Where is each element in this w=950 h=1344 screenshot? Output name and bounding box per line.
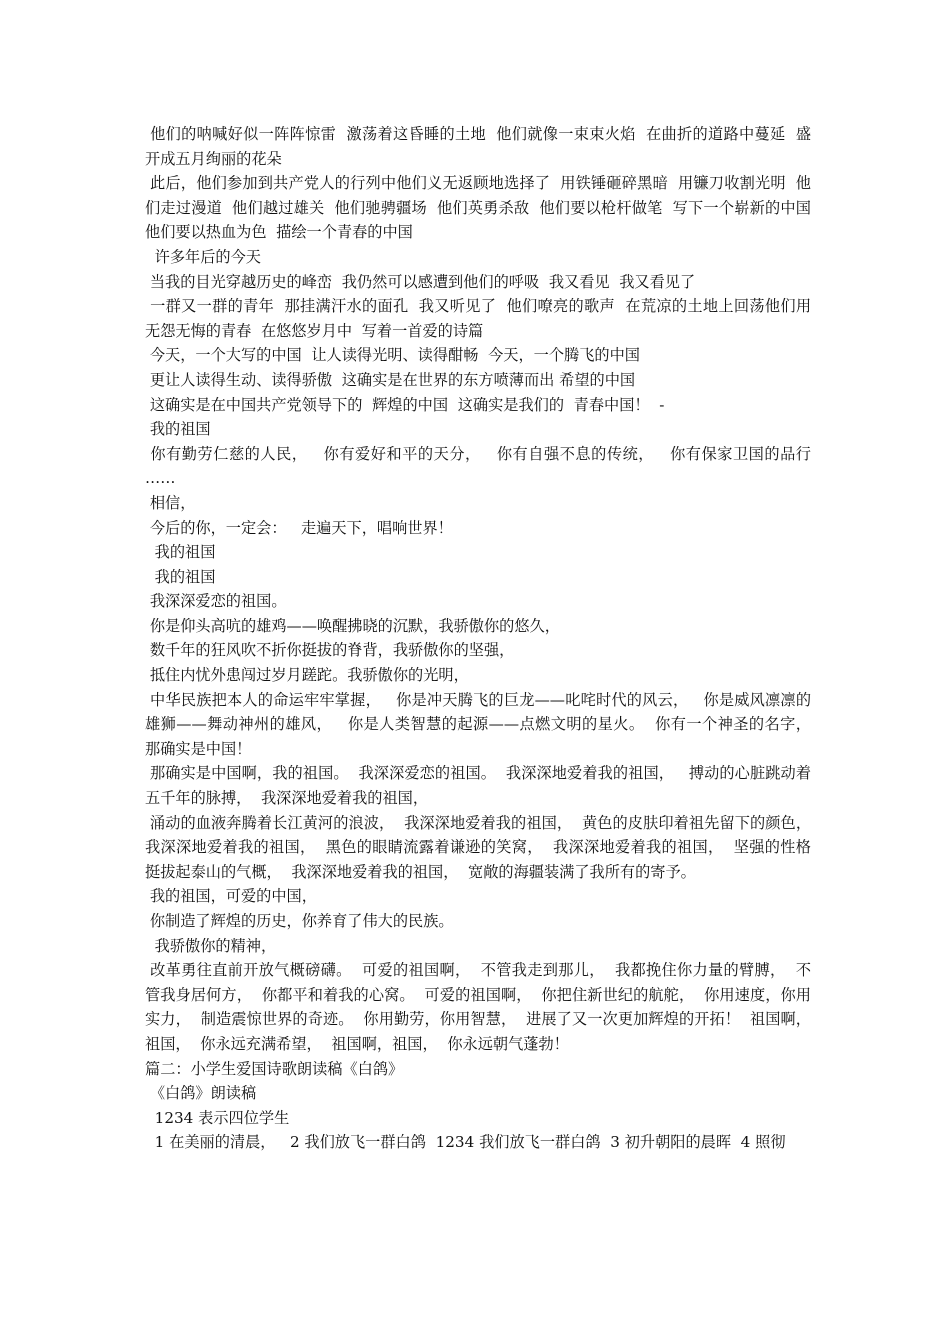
- paragraph-8: 这确实是在中国共产党领导下的 辉煌的中国 这确实是我们的 青春中国！ -: [145, 395, 665, 414]
- paragraph-29: 1 在美丽的清晨， 2 我们放飞一群白鸽 1234 我们放飞一群白鸽 3 初升朝阳的晨晖 4 照彻: [145, 1133, 786, 1152]
- paragraph-21: 涌动的血液奔腾着长江黄河的浪波， 我深深地爱着我的祖国， 黄色的皮肤印着祖先留下的颜色， 我深深地爱着我的祖国， 黑色的眼睛流露着谦逊的笑窝， 我深深地爱着我的祖国， 坚强的性格挺拔起泰山的气概， 我深深地爱着我的祖国， 宽敞的海疆装满了我所有的寄予。: [145, 813, 821, 881]
- paragraph-25: 改革勇往直前开放气概磅礴。 可爱的祖国啊， 不管我走到那儿， 我都挽住你力量的臂膊， 不管我身居何方， 你都平和着我的心窝。 可爱的祖国啊， 你把住新世纪的航舵， 你用速度，你用实力， 制造震惊世界的奇迹。 你用勤劳，你用智慧， 进展了又一次更加辉煌的开拓！ 祖国啊，祖国， 你永远充满希望， 祖国啊，祖国， 你永远朝气蓬勃！: [145, 961, 812, 1053]
- document-page: [145, 122, 821, 1155]
- paragraph-1: 他们的呐喊好似一阵阵惊雷 激荡着这昏睡的土地 他们就像一束束火焰 在曲折的道路中蔓延 盛开成五月绚丽的花朵: [145, 125, 812, 168]
- paragraph-13: 我的祖国: [145, 543, 216, 562]
- paragraph-15: 我深深爱恋的祖国。: [145, 592, 287, 611]
- paragraph-17: 数千年的狂风吹不折你挺拔的脊背，我骄傲你的坚强，: [145, 641, 515, 660]
- paragraph-16: 你是仰头高吭的雄鸡——唤醒拂晓的沉默，我骄傲你的悠久，: [145, 616, 560, 635]
- paragraph-18: 抵住内忧外患闯过岁月蹉跎。我骄傲你的光明，: [145, 666, 469, 685]
- poem-title: 《白鸽》朗读稿: [145, 1084, 257, 1103]
- paragraph-20: 那确实是中国啊，我的祖国。 我深深爱恋的祖国。 我深深地爱着我的祖国， 搏动的心脏跳动着五千年的脉搏， 我深深地爱着我的祖国，: [145, 764, 812, 808]
- paragraph-28: 1234 表示四位学生: [145, 1108, 290, 1127]
- paragraph-7: 更让人读得生动、读得骄傲 这确实是在世界的东方喷薄而出 希望的中国: [145, 370, 636, 389]
- paragraph-3: 许多年后的今天: [145, 247, 261, 266]
- paragraph-11: 相信，: [145, 493, 196, 512]
- paragraph-12: 今后的你，一定会： 走遍天下，唱响世界！: [145, 518, 453, 537]
- paragraph-5: 一群又一群的青年 那挂满汗水的面孔 我又听见了 他们嘹亮的歌声 在荒凉的土地上回荡他们用无怨无悔的青春 在悠悠岁月中 写着一首爱的诗篇: [145, 297, 812, 340]
- paragraph-24: 我骄傲你的精神，: [145, 936, 277, 955]
- paragraph-19: 中华民族把本人的命运牢牢掌握， 你是冲天腾飞的巨龙——叱咤时代的风云， 你是威风凛凛的雄狮——舞动神州的雄风， 你是人类智慧的起源——点燃文明的星火。 你有一个神圣的名字， 那确实是中国！: [145, 690, 821, 758]
- paragraph-23: 你制造了辉煌的历史，你养育了伟大的民族。: [145, 912, 454, 930]
- paragraph-10: 你有勤劳仁慈的人民， 你有爱好和平的天分， 你有自强不息的传统， 你有保家卫国的品行 ……: [145, 444, 821, 488]
- paragraph-22: 我的祖国，可爱的中国，: [145, 887, 317, 906]
- paragraph-14: 我的祖国: [145, 567, 216, 586]
- section-heading: 篇二：小学生爱国诗歌朗读稿《白鸽》: [145, 1059, 404, 1078]
- paragraph-4: 当我的目光穿越历史的峰峦 我仍然可以感遭到他们的呼吸 我又看见 我又看见了: [145, 272, 696, 291]
- paragraph-2: 此后，他们参加到共产党人的行列中他们义无返顾地选择了 用铁锤砸碎黑暗 用镰刀收割光明 他们走过漫道 他们越过雄关 他们驰骋疆场 他们英勇杀敌 他们要以枪杆做笔 写下一个崭新的中国 他们要以热血为色 描绘一个青春的中国: [145, 174, 821, 242]
- paragraph-6: 今天，一个大写的中国 让人读得光明、读得酣畅 今天，一个腾飞的中国: [145, 346, 640, 365]
- paragraph-9: 我的祖国: [145, 420, 211, 439]
